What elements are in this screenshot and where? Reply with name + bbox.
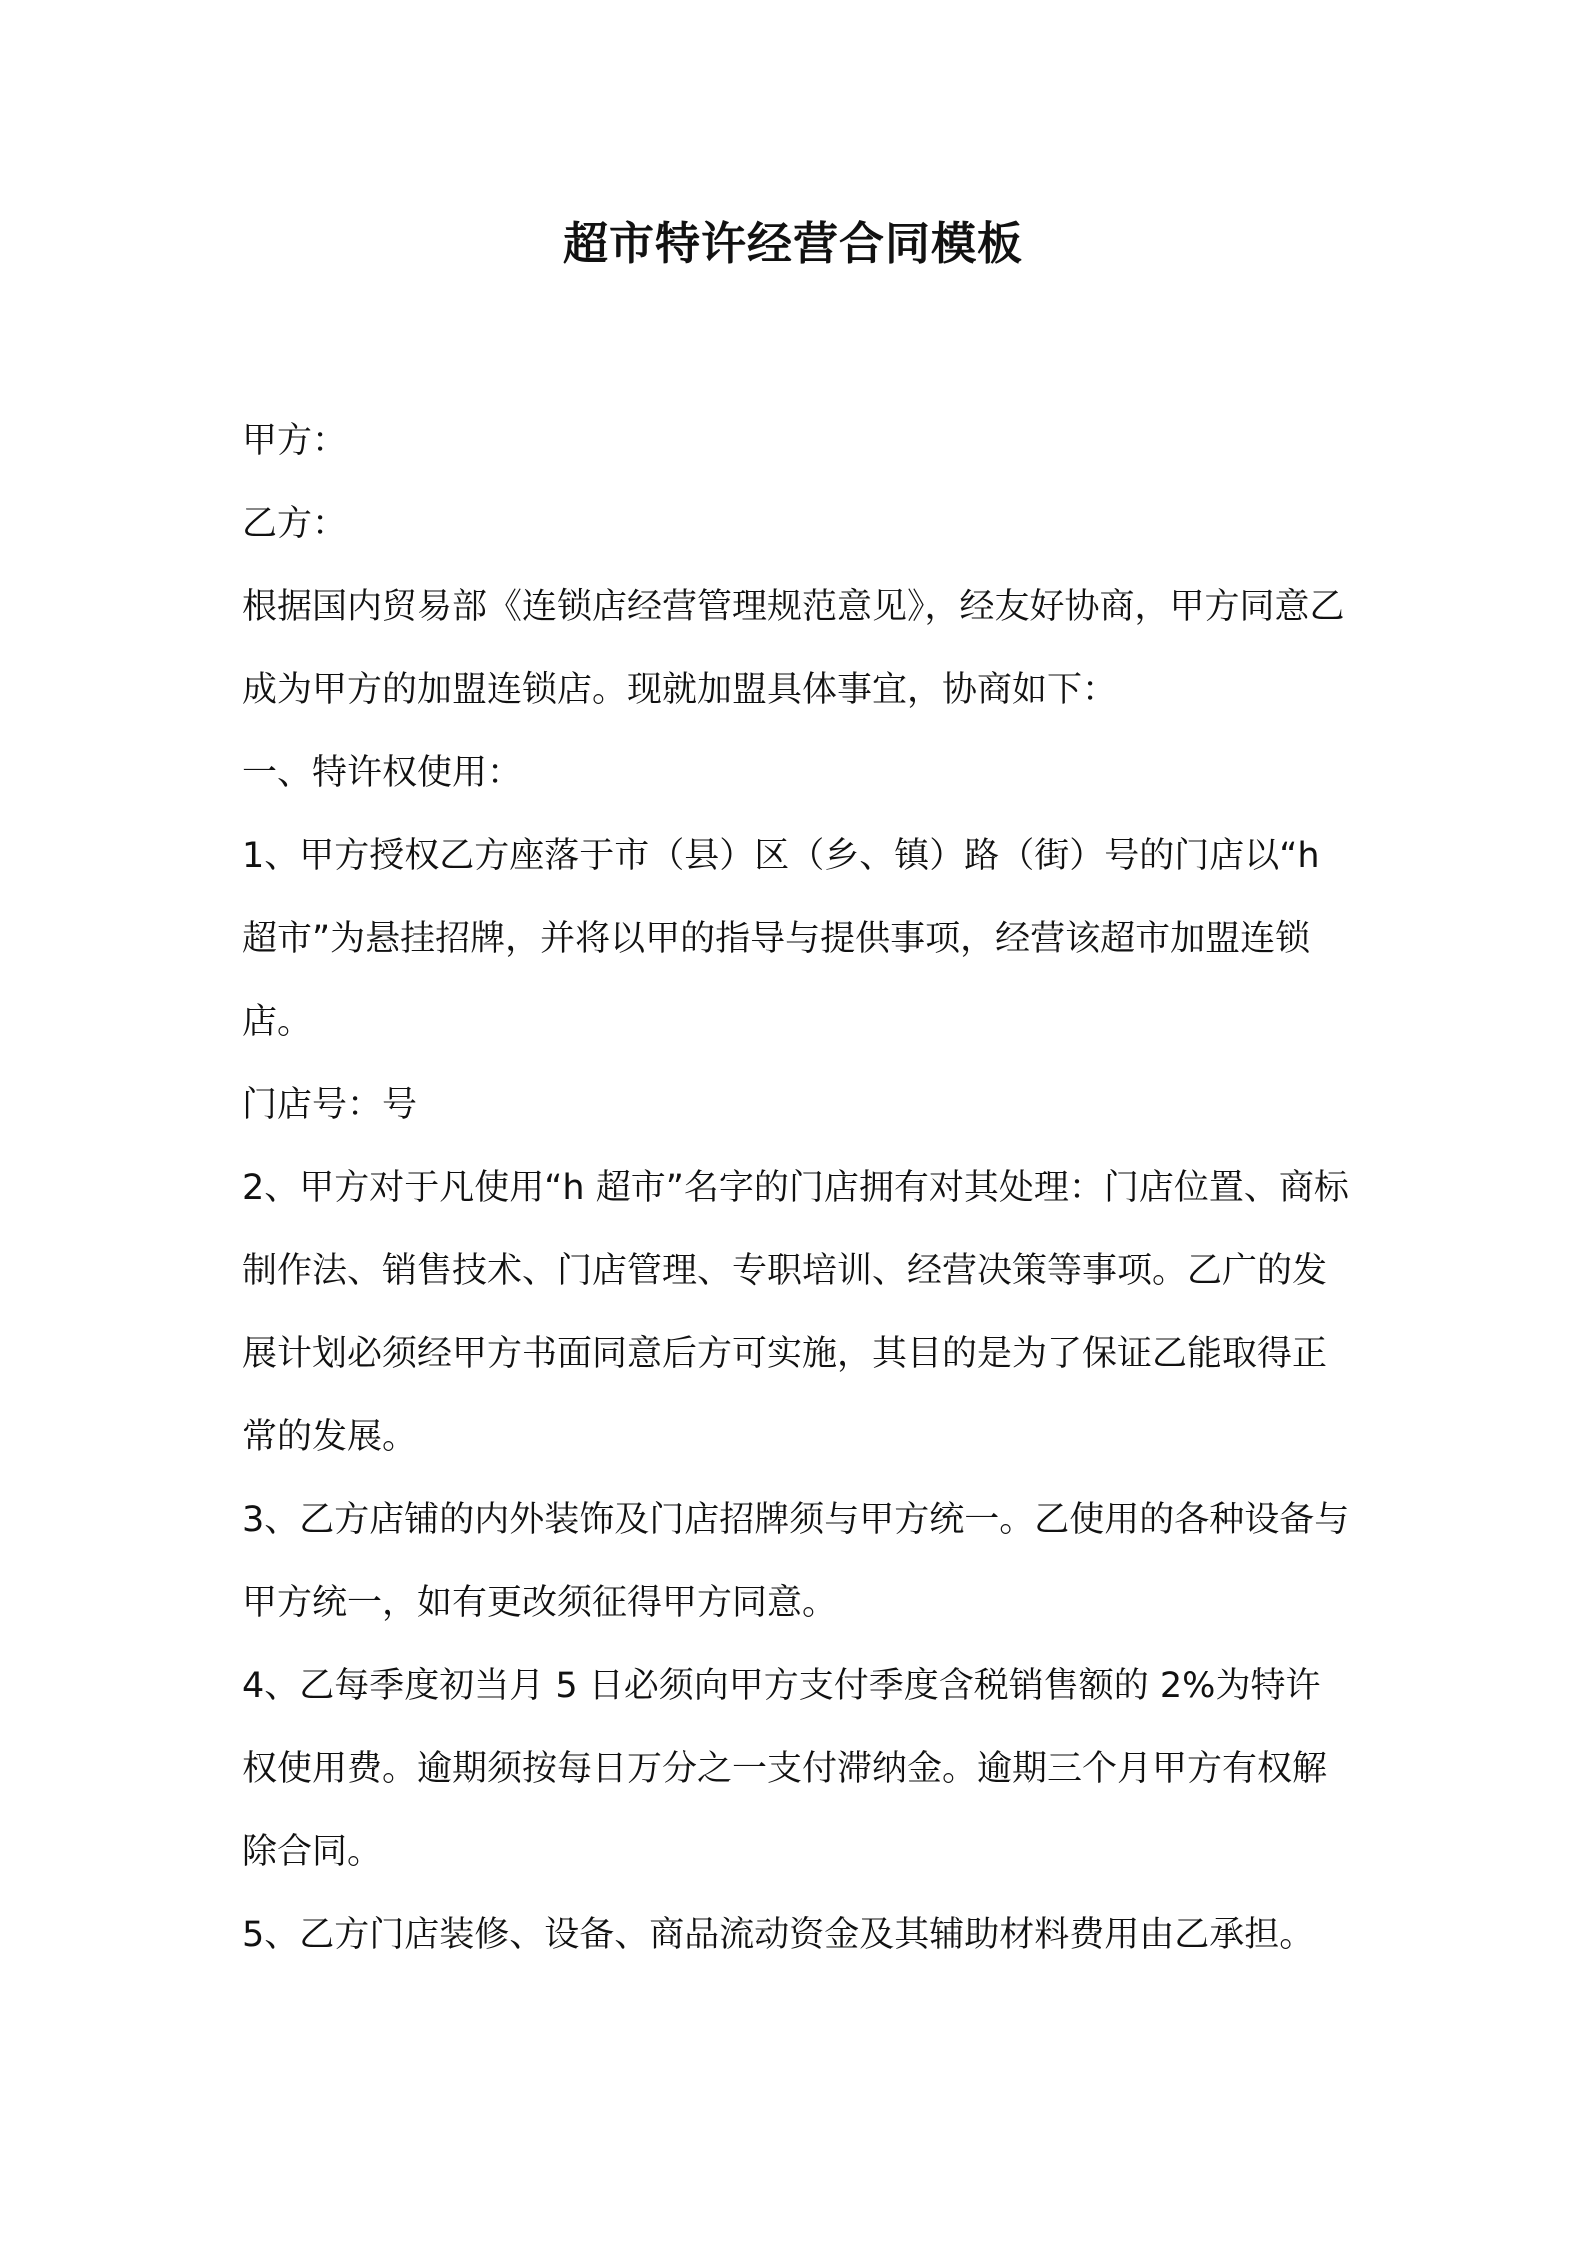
- store-number-line: 门店号：号: [242, 1085, 418, 1125]
- document-title: 超市特许经营合同模板: [562, 217, 1023, 270]
- clause-1: 1、甲方授权乙方座落于市（县）区（乡、镇）路（街）号的门店以“h 超市”为悬挂招牌，并将以甲的指导与提供事项，经营该超市加盟连锁店。: [242, 836, 1320, 1042]
- party-a-line: 甲方：: [242, 421, 348, 461]
- document-body: [242, 400, 1352, 1977]
- section-heading-franchise: 一、特许权使用：: [242, 753, 523, 793]
- party-b-line: 乙方：: [242, 504, 348, 544]
- preamble-paragraph: 根据国内贸易部《连锁店经营管理规范意见》，经友好协商，甲方同意乙成为甲方的加盟连锁店。现就加盟具体事宜，协商如下：: [242, 587, 1345, 710]
- clause-4: 4、乙每季度初当月 5 日必须向甲方支付季度含税销售额的 2%为特许权使用费。逾期须按每日万分之一支付滞纳金。逾期三个月甲方有权解除合同。: [242, 1666, 1328, 1872]
- clause-2: 2、甲方对于凡使用“h 超市”名字的门店拥有对其处理：门店位置、商标制作法、销售技术、门店管理、专职培训、经营决策等事项。乙广的发展计划必须经甲方书面同意后方可实施，其目的是为了保证乙能取得正常的发展。: [242, 1168, 1349, 1457]
- clause-3: 3、乙方店铺的内外装饰及门店招牌须与甲方统一。乙使用的各种设备与甲方统一，如有更改须征得甲方同意。: [242, 1500, 1350, 1623]
- clause-5: 5、乙方门店装修、设备、商品流动资金及其辅助材料费用由乙承担。: [242, 1915, 1315, 1955]
